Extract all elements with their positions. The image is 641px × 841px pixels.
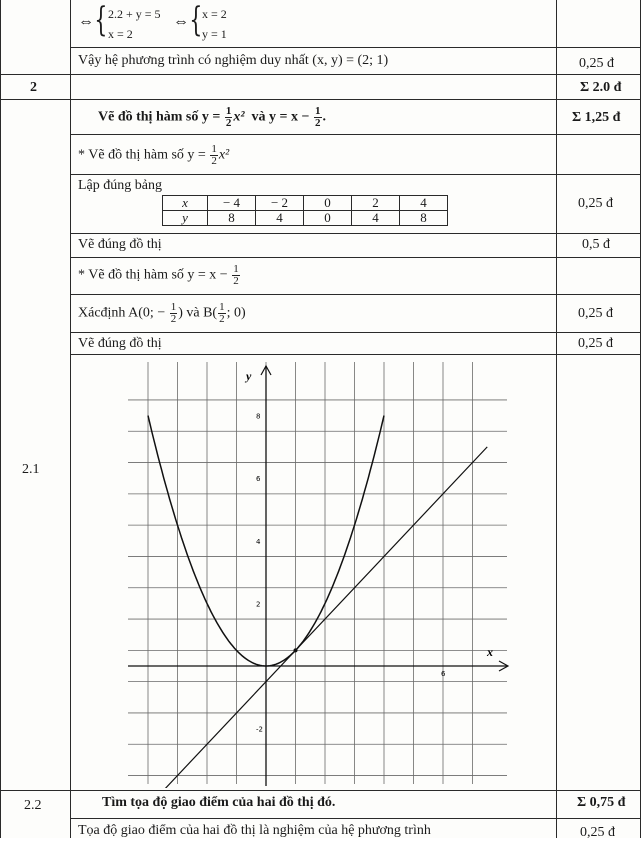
conclusion-text: Vậy hệ phương trình có nghiệm duy nhất (x, y) = (2; 1) bbox=[78, 53, 389, 68]
points-text: Xácđịnh A(0; − $\frac{1}{2}$ ) và B( $\frac{1}{2}$ ; 0) bbox=[78, 301, 246, 325]
table-cell: 4 bbox=[400, 196, 448, 211]
section-22-title: Tìm tọa độ giao điểm của hai đồ thị đó. bbox=[102, 795, 336, 810]
row-line bbox=[0, 790, 641, 791]
table-cell: 4 bbox=[352, 211, 400, 226]
row-line bbox=[0, 99, 641, 100]
brace-right: { bbox=[189, 0, 203, 40]
table-row-x-label: x bbox=[163, 196, 208, 211]
x-axis-label: x bbox=[487, 645, 493, 659]
y-axis-label: y bbox=[246, 369, 252, 383]
function-graph bbox=[122, 358, 517, 788]
col-divider-left bbox=[0, 0, 1, 838]
section-22-text-score: 0,25 đ bbox=[580, 825, 615, 840]
equiv-symbol: ⇔ bbox=[78, 13, 94, 30]
y-tick-label: 8 bbox=[256, 412, 261, 421]
section-21-number: 2.1 bbox=[22, 462, 40, 477]
row-line bbox=[70, 134, 640, 135]
table-cell: − 2 bbox=[256, 196, 304, 211]
table-cell: 0 bbox=[304, 211, 352, 226]
draw-graph-score: 0,5 đ bbox=[582, 237, 610, 252]
table-cell: − 4 bbox=[208, 196, 256, 211]
line-label: * Vẽ đồ thị hàm số y = x − $\frac{1}{2}$ bbox=[78, 263, 239, 287]
value-table-row-y bbox=[163, 211, 448, 226]
table-cell: 8 bbox=[208, 211, 256, 226]
row-line bbox=[70, 294, 640, 295]
table-cell: 0 bbox=[304, 196, 352, 211]
y-tick-label: 2 bbox=[256, 600, 261, 609]
table-score: 0,25 đ bbox=[578, 196, 613, 211]
intersection-point bbox=[294, 648, 298, 652]
x-tick-label: 6 bbox=[441, 670, 446, 678]
system-eq-a2: x = 2 bbox=[108, 27, 133, 41]
draw-graph2-score: 0,25 đ bbox=[578, 336, 613, 351]
equiv-symbol: ⇔ bbox=[173, 13, 189, 30]
conclusion-score: 0,25 đ bbox=[579, 56, 614, 71]
draw-graph-text: Vẽ đúng đồ thị bbox=[78, 237, 162, 252]
value-table-row-x bbox=[163, 196, 448, 211]
section-22-number: 2.2 bbox=[24, 798, 42, 813]
draw-graph2-text: Vẽ đúng đồ thị bbox=[78, 336, 162, 351]
table-cell: 8 bbox=[400, 211, 448, 226]
row-line bbox=[0, 74, 641, 75]
brace-left: { bbox=[94, 0, 108, 40]
row-line bbox=[70, 257, 640, 258]
value-table bbox=[162, 195, 448, 226]
section-21-title: Vẽ đồ thị hàm số y = $\frac{1}{2}$ x² và y = x − $\frac{1}{2}$ . bbox=[98, 105, 326, 129]
section-22-score: Σ 0,75 đ bbox=[577, 795, 626, 810]
system-eq-a1: 2.2 + y = 5 bbox=[108, 7, 161, 21]
col-divider-1 bbox=[70, 0, 71, 838]
table-cell: 4 bbox=[256, 211, 304, 226]
y-tick-label: -2 bbox=[256, 725, 263, 734]
col-divider-2 bbox=[556, 0, 557, 838]
points-score: 0,25 đ bbox=[578, 306, 613, 321]
section-22-text: Tọa độ giao điểm của hai đồ thị là nghiệm của hệ phương trình bbox=[78, 823, 431, 838]
row-line bbox=[70, 818, 640, 819]
section-2-number: 2 bbox=[30, 80, 37, 95]
system-eq-b1: x = 2 bbox=[202, 7, 227, 21]
row-line bbox=[70, 233, 640, 234]
table-row-y-label: y bbox=[163, 211, 208, 226]
system-eq-b2: y = 1 bbox=[202, 27, 227, 41]
table-label: Lập đúng bảng bbox=[78, 178, 162, 193]
row-line bbox=[70, 354, 640, 355]
table-cell: 2 bbox=[352, 196, 400, 211]
parabola-label: * Vẽ đồ thị hàm số y = $\frac{1}{2}$ x² bbox=[78, 143, 230, 167]
section-21-score: Σ 1,25 đ bbox=[572, 110, 621, 125]
row-line bbox=[70, 332, 640, 333]
y-tick-label: 6 bbox=[256, 475, 261, 484]
section-2-score: Σ 2.0 đ bbox=[580, 80, 622, 95]
y-tick-label: 4 bbox=[256, 537, 261, 546]
row-line bbox=[70, 174, 640, 175]
row-line bbox=[70, 47, 640, 48]
